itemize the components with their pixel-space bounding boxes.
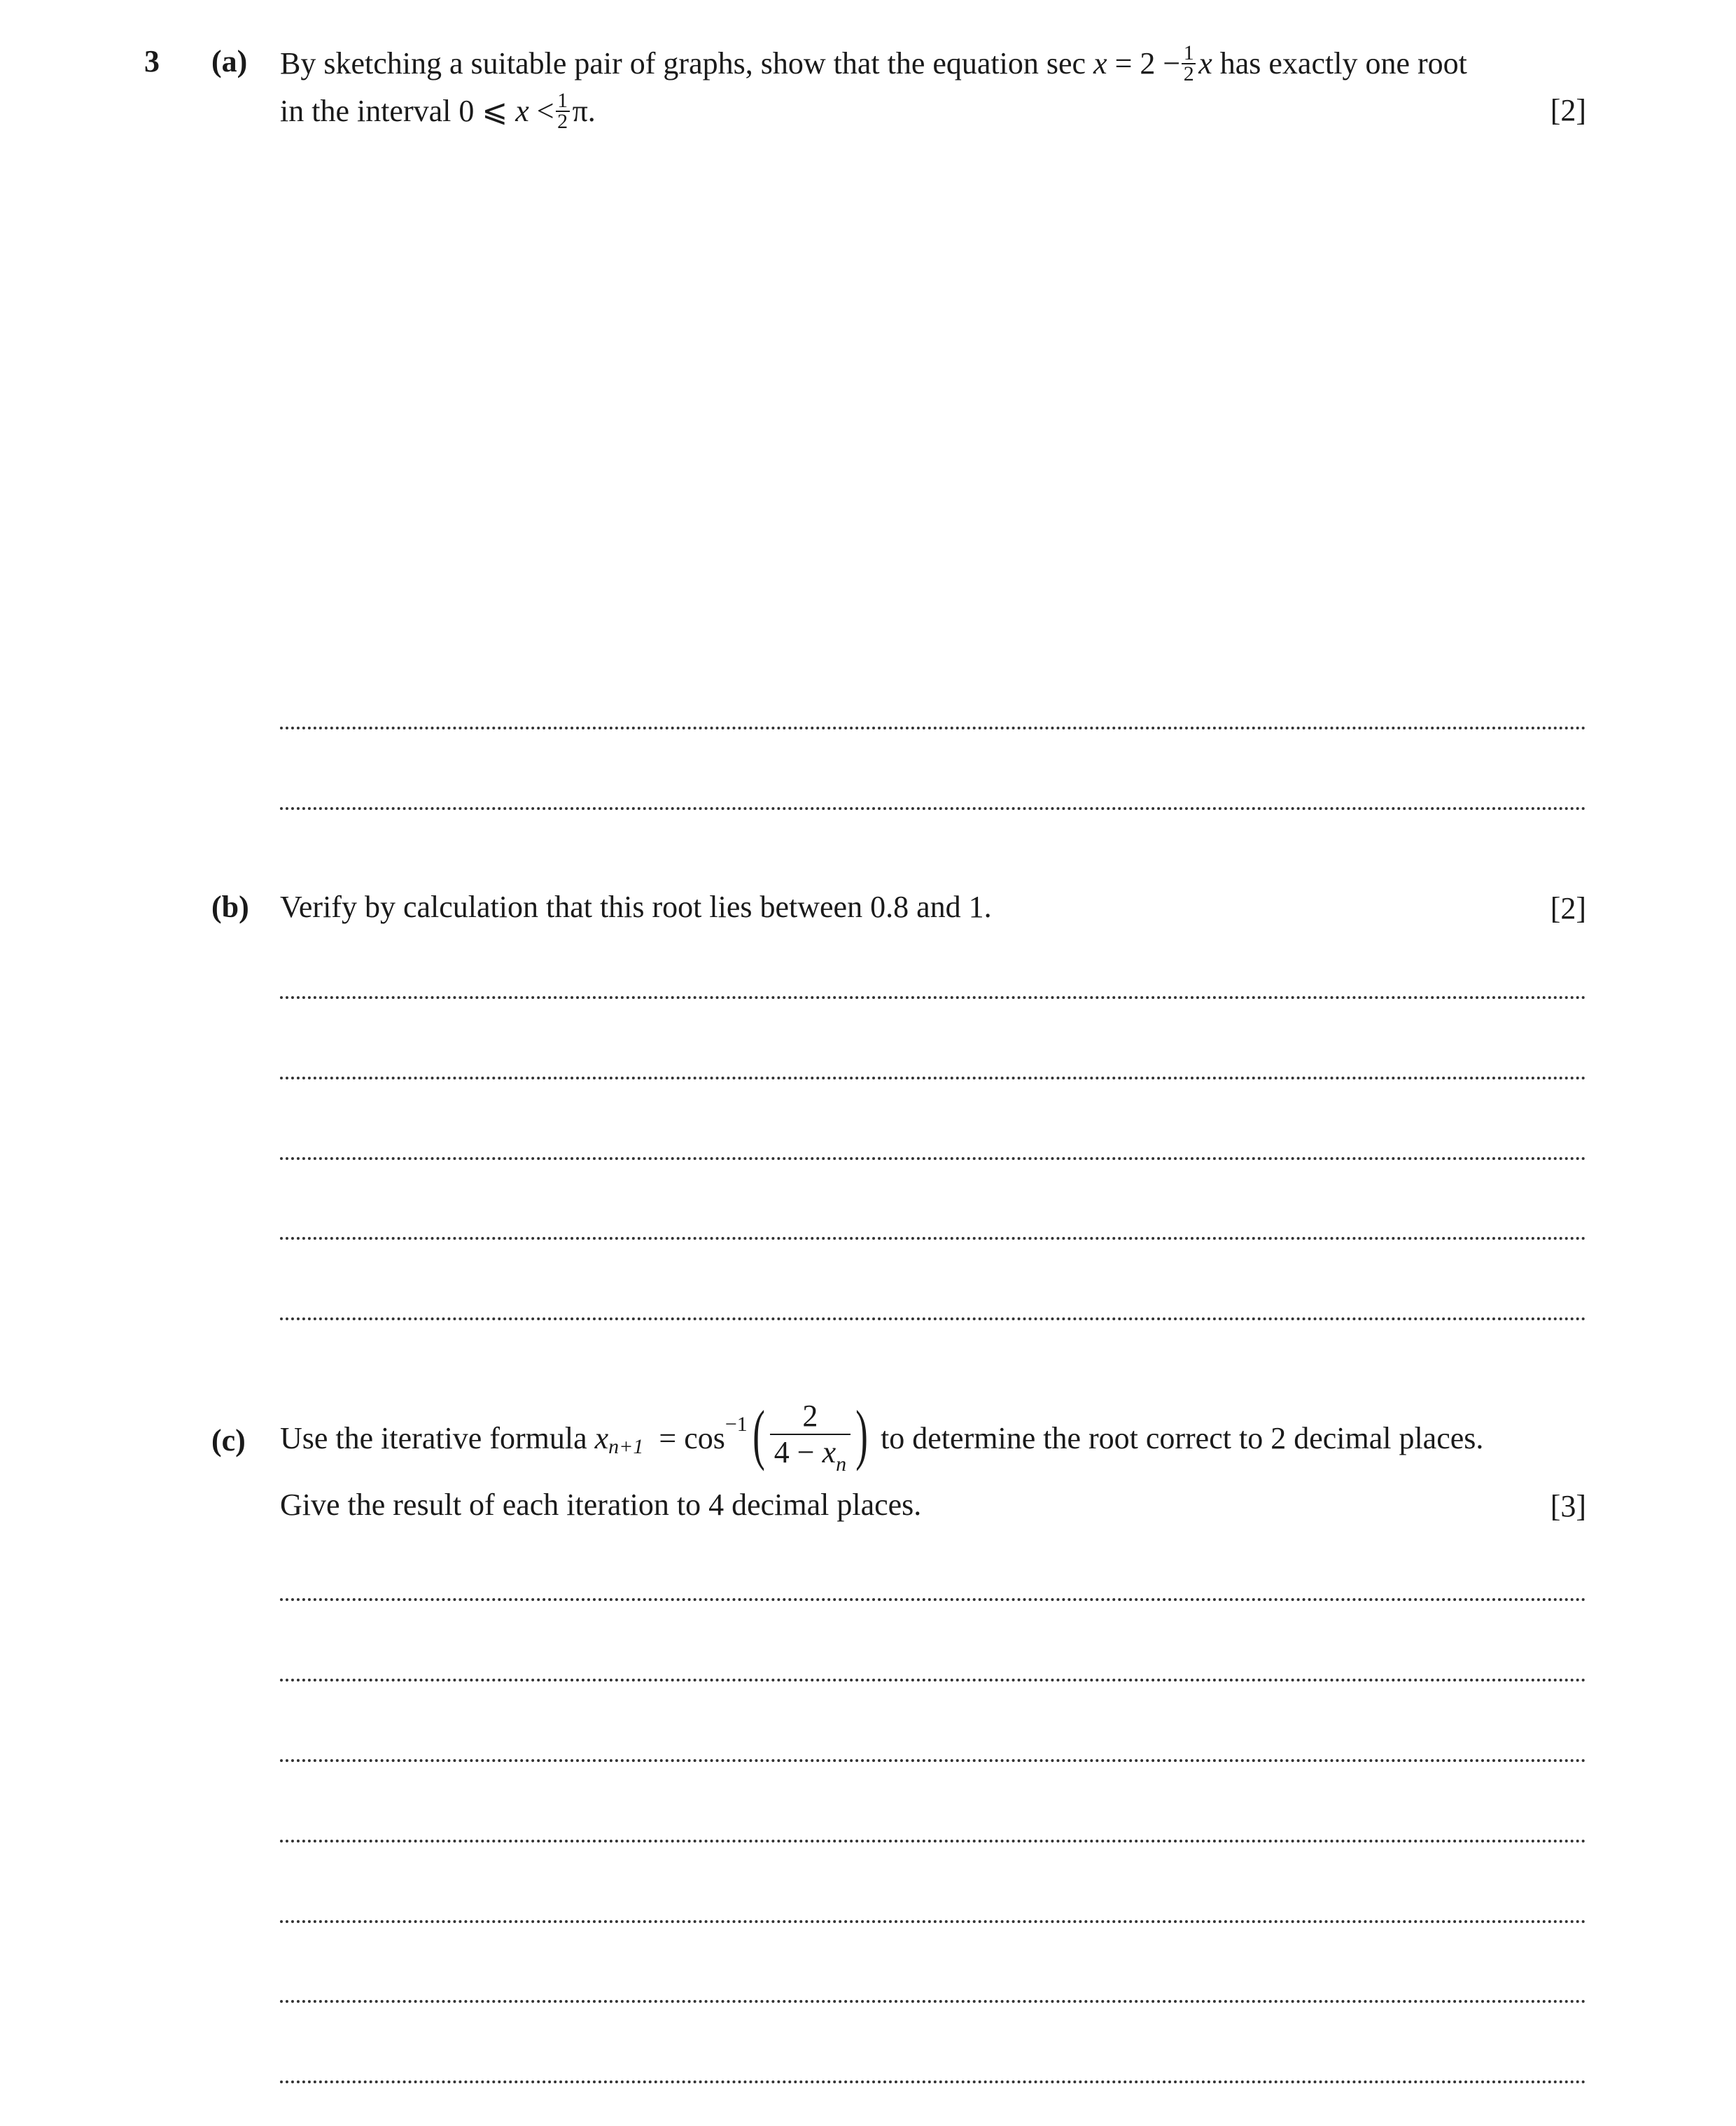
part-a-text-end: has exactly one root — [1219, 46, 1467, 81]
fraction-denominator: 2 — [557, 110, 568, 133]
part-c-line1 — [280, 1393, 1483, 1484]
part-c-line2: Give the result of each iteration to 4 decimal places. — [280, 1488, 922, 1522]
right-paren: ) — [855, 1397, 868, 1471]
formula-numerator: 2 — [770, 1399, 850, 1435]
answer-line[interactable] — [280, 1157, 1586, 1160]
var-x: x — [515, 94, 529, 129]
pi: π. — [572, 94, 596, 129]
part-a-label: (a) — [211, 44, 248, 78]
formula-den-text: 4 − — [774, 1434, 815, 1469]
part-a-marks: [2] — [1550, 93, 1586, 127]
part-a-line1 — [280, 41, 1467, 87]
answer-line[interactable] — [280, 996, 1586, 999]
answer-line[interactable] — [280, 1920, 1586, 1923]
part-b-marks: [2] — [1550, 891, 1586, 925]
half-fraction — [556, 91, 570, 132]
part-a-text: By sketching a suitable pair of graphs, show that the equation sec — [280, 46, 1086, 81]
answer-line[interactable] — [280, 2000, 1586, 2003]
less-than: < — [536, 94, 554, 129]
part-c-text: Use the iterative formula — [280, 1421, 587, 1455]
var-x: x — [1093, 46, 1107, 81]
part-b-text: Verify by calculation that this root lies between 0.8 and 1. — [280, 890, 992, 924]
answer-line[interactable] — [280, 807, 1586, 810]
answer-line[interactable] — [280, 727, 1586, 729]
answer-line[interactable] — [280, 1077, 1586, 1079]
formula-superscript: −1 — [724, 1413, 748, 1436]
part-c-text-end: to determine the root correct to 2 decimal places. — [881, 1421, 1484, 1455]
answer-line[interactable] — [280, 1840, 1586, 1842]
fraction-denominator: 2 — [1183, 62, 1194, 85]
part-a-line2 — [280, 89, 596, 134]
answer-line[interactable] — [280, 1317, 1586, 1320]
question-number: 3 — [144, 44, 160, 78]
fraction-numerator: 1 — [556, 91, 570, 112]
formula-denominator — [770, 1435, 850, 1474]
formula-den-subscript: n — [836, 1452, 847, 1476]
interval-text: in the interval 0 ⩽ — [280, 94, 508, 129]
left-paren: ( — [752, 1397, 765, 1471]
answer-line[interactable] — [280, 2080, 1586, 2083]
formula-cos: = cos — [659, 1421, 725, 1455]
formula-fraction — [770, 1399, 850, 1474]
answer-line[interactable] — [280, 1759, 1586, 1762]
part-c-label: (c) — [211, 1423, 246, 1457]
formula-subscript: n+1 — [608, 1435, 644, 1458]
answer-line[interactable] — [280, 1598, 1586, 1601]
answer-line[interactable] — [280, 1679, 1586, 1681]
part-b-label: (b) — [211, 890, 249, 924]
half-fraction — [1182, 43, 1196, 84]
formula-x: x — [594, 1421, 609, 1455]
var-x: x — [1198, 46, 1212, 81]
fraction-numerator: 1 — [1182, 43, 1196, 64]
answer-line[interactable] — [280, 1237, 1586, 1240]
formula-den-x: x — [822, 1434, 836, 1469]
equals-two-minus: = 2 − — [1114, 46, 1181, 81]
part-c-marks: [3] — [1550, 1489, 1586, 1523]
